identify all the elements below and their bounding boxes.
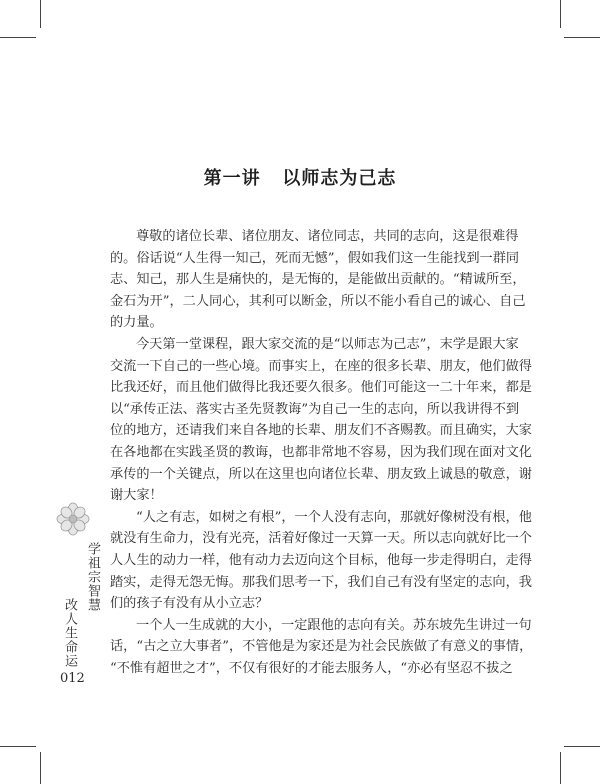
text-line: 的。俗话说“人生得一知己，死而无憾”，假如我们这一生能找到一群同 [110, 250, 520, 266]
book-title-vertical [56, 542, 102, 668]
chapter-title: 第一讲 以师志为己志 [203, 168, 397, 189]
side-column [56, 502, 100, 668]
text-line: 踏实，走得无怨无悔。那我们思考一下，我们自己有没有坚定的志向，我 [110, 574, 532, 590]
crop-mark-bottom-left-vertical [40, 752, 41, 784]
text-line: 比我还好，而且他们做得比我还要久很多。他们可能这一二十年来，都是 [110, 380, 532, 396]
crop-mark-bottom-left-horizontal [0, 746, 36, 747]
text-line: 们的孩子有没有从小立志？ [110, 596, 269, 612]
page-number: 012 [60, 671, 85, 686]
text-line: 位的地方，还请我们来自各地的长辈、朋友们不吝赐教。而且确实，大家 [110, 423, 532, 439]
text-line: 人人生的动力一样，他有动力去迈向这个目标，他每一步走得明白，走得 [110, 552, 532, 568]
crop-mark-bottom-right-vertical [560, 752, 561, 784]
text-line: 今天第一堂课程，跟大家交流的是“以师志为己志”，末学是跟大家 [136, 336, 519, 352]
text-line: 尊敬的诸位长辈、诸位朋友、诸位同志，共同的志向，这是很难得 [136, 229, 519, 244]
text-line: 志、知己，那人生是痛快的，是无悔的，是能做出贡献的。“精诚所至， [110, 272, 526, 288]
crop-mark-bottom-right-horizontal [564, 746, 600, 747]
text-line: 谢大家！ [110, 488, 163, 504]
text-line: 金石为开”，二人同心，其利可以断金，所以不能小看自己的诚心、自己 [110, 293, 526, 309]
text-line: “不惟有超世之才”，不仅有很好的才能去服务人，“亦必有坚忍不拔之 [110, 660, 513, 676]
book-subtitle: 改人生命运 [62, 598, 77, 668]
body-text [110, 226, 533, 679]
crop-mark-top-left-vertical [40, 0, 41, 28]
crop-mark-top-right-horizontal [564, 37, 600, 38]
text-line: 在各地都在实践圣贤的教诲，也都非常地不容易，因为我们现在面对文化 [110, 444, 532, 460]
crop-mark-top-left-horizontal [0, 37, 36, 38]
text-line: 以“承传正法、落实古圣先贤教诲”为自己一生的志向，所以我讲得不到 [110, 401, 520, 417]
text-line: 的力量。 [110, 315, 163, 331]
book-title: 学祖宗智慧 [85, 542, 100, 612]
text-line: “人之有志，如树之有根”，一个人没有志向，那就好像树没有根，他 [136, 509, 532, 525]
text-line: 话，“古之立大事者”，不管他是为家还是为社会民族做了有意义的事情， [110, 639, 533, 655]
text-line: 就没有生命力，没有光亮，活着好像过一天算一天。所以志向就好比一个 [110, 531, 532, 547]
text-line: 承传的一个关键点，所以在这里也向诸位长辈、朋友致上诚恳的敬意，谢 [110, 466, 532, 482]
text-line: 交流一下自己的一些心境。而事实上，在座的很多长辈、朋友，他们做得 [110, 358, 532, 374]
text-line: 一个人一生成就的大小，一定跟他的志向有关。苏东坡先生讲过一句 [136, 617, 532, 633]
crop-mark-top-right-vertical [560, 0, 561, 28]
flower-icon [56, 502, 90, 536]
